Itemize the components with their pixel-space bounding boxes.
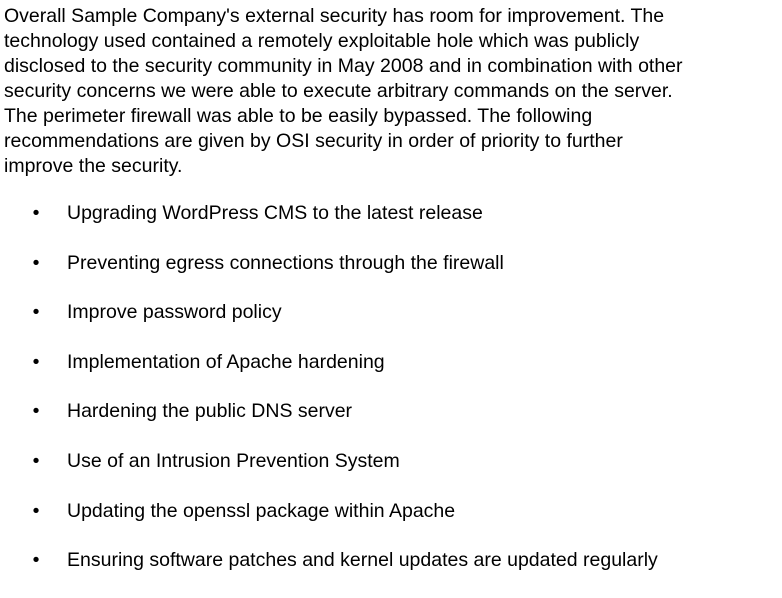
list-item — [0, 251, 778, 301]
bullet-icon: • — [32, 549, 40, 572]
intro-line: improve the security. — [4, 155, 183, 177]
recommendation-text: Use of an Intrusion Prevention System — [67, 449, 400, 472]
intro-line: Overall Sample Company's external security has room for improvement. The — [4, 5, 665, 27]
list-item — [0, 350, 778, 400]
recommendation-text: Updating the openssl package within Apache — [67, 499, 456, 522]
recommendation-text: Upgrading WordPress CMS to the latest release — [67, 202, 483, 224]
list-item — [0, 201, 778, 251]
intro-paragraph — [4, 4, 780, 179]
bullet-icon: • — [32, 350, 40, 373]
list-item — [0, 449, 778, 499]
recommendation-text: Hardening the public DNS server — [67, 400, 353, 423]
list-item — [0, 399, 778, 449]
bullet-icon: • — [32, 449, 40, 472]
bullet-icon: • — [32, 301, 40, 324]
recommendation-text: Improve password policy — [67, 301, 282, 324]
list-item — [0, 548, 778, 598]
intro-line: disclosed to the security community in May 2008 and in combination with other — [4, 55, 683, 77]
bullet-icon: • — [32, 251, 40, 274]
recommendations-list — [0, 201, 778, 598]
intro-line: recommendations are given by OSI security in order of priority to further — [4, 130, 623, 152]
list-item — [0, 499, 778, 549]
bullet-icon: • — [32, 400, 40, 423]
bullet-icon: • — [32, 499, 40, 522]
recommendation-text: Ensuring software patches and kernel updates are updated regularly — [67, 549, 658, 572]
list-item — [0, 300, 778, 350]
intro-line: security concerns we were able to execute arbitrary commands on the server. — [4, 80, 673, 102]
intro-line: technology used contained a remotely exploitable hole which was publicly — [4, 30, 640, 52]
recommendation-text: Preventing egress connections through the firewall — [67, 251, 504, 274]
intro-line: The perimeter firewall was able to be easily bypassed. The following — [4, 105, 593, 127]
recommendation-text: Implementation of Apache hardening — [67, 350, 385, 373]
document-body — [4, 4, 780, 179]
bullet-icon: • — [32, 202, 40, 224]
